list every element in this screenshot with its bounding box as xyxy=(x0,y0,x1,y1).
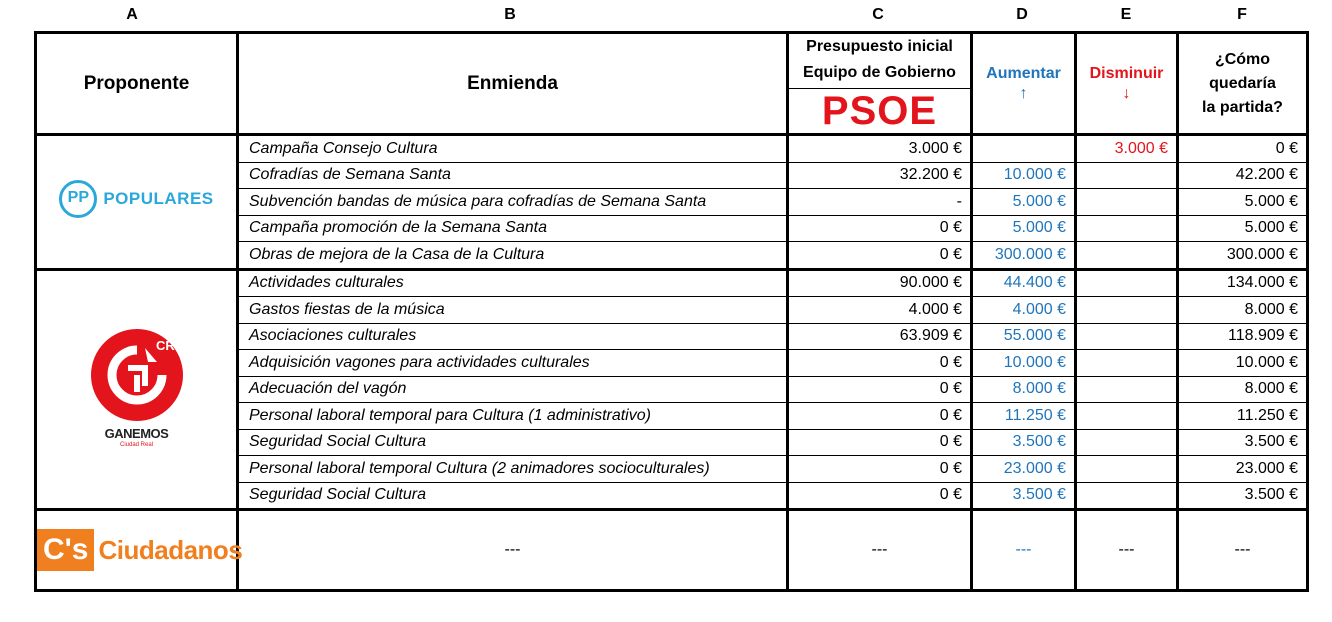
enmienda-cell: Actividades culturales xyxy=(238,269,788,297)
presupuesto-cell: 0 € xyxy=(788,403,972,430)
resultado-cell: 5.000 € xyxy=(1178,189,1308,216)
resultado-cell: 0 € xyxy=(1178,135,1308,163)
pp-name: POPULARES xyxy=(103,189,214,209)
aumentar-cell: 3.500 € xyxy=(972,482,1076,510)
psoe-logo: PSOE xyxy=(789,88,970,133)
ciudadanos-logo xyxy=(36,510,243,591)
disminuir-label: Disminuir xyxy=(1089,64,1164,82)
presupuesto-cell: - xyxy=(788,189,972,216)
resultado-cell: 3.500 € xyxy=(1178,429,1308,456)
presupuesto-cell: 63.909 € xyxy=(788,323,972,350)
disminuir-cell xyxy=(1076,189,1178,216)
header-proponente: Proponente xyxy=(36,33,238,135)
presupuesto-cell: 0 € xyxy=(788,456,972,483)
column-letter-c: C xyxy=(872,6,884,23)
disminuir-cell xyxy=(1076,429,1178,456)
header-enmienda: Enmienda xyxy=(238,33,788,135)
aumentar-cell: 3.500 € xyxy=(972,429,1076,456)
resultado-cell: 10.000 € xyxy=(1178,350,1308,377)
aumentar-label: Aumentar xyxy=(986,64,1061,82)
arrow-up-icon: ↑ xyxy=(1019,84,1028,102)
pp-mark: PP xyxy=(67,189,90,207)
resultado-cell: 42.200 € xyxy=(1178,162,1308,189)
populares-group xyxy=(36,135,1308,270)
aumentar-cell: 8.000 € xyxy=(972,376,1076,403)
aumentar-cell: 5.000 € xyxy=(972,189,1076,216)
disminuir-cell xyxy=(1076,376,1178,403)
presupuesto-cell: 0 € xyxy=(788,376,972,403)
resultado-cell: 118.909 € xyxy=(1178,323,1308,350)
presupuesto-cell: 32.200 € xyxy=(788,162,972,189)
table-row xyxy=(36,135,1308,163)
disminuir-cell xyxy=(1076,215,1178,242)
column-letter-f: F xyxy=(1237,6,1247,23)
header-disminuir xyxy=(1076,33,1178,135)
aumentar-cell xyxy=(972,135,1076,163)
presupuesto-cell: 90.000 € xyxy=(788,269,972,297)
presupuesto-line1: Presupuesto inicial xyxy=(806,38,953,55)
presupuesto-line2: Equipo de Gobierno xyxy=(803,64,956,81)
disminuir-cell xyxy=(1076,403,1178,430)
disminuir-cell xyxy=(1076,297,1178,324)
cs-logo-icon: C's xyxy=(37,529,94,571)
disminuir-cell xyxy=(1076,456,1178,483)
enmienda-cell: Gastos fiestas de la música xyxy=(238,297,788,324)
enmienda-cell: Campaña Consejo Cultura xyxy=(238,135,788,163)
resultado-cell: 8.000 € xyxy=(1178,376,1308,403)
resultado-cell: 5.000 € xyxy=(1178,215,1308,242)
presupuesto-cell: 4.000 € xyxy=(788,297,972,324)
disminuir-cell xyxy=(1076,242,1178,270)
como-line2: quedaría xyxy=(1209,74,1276,92)
pp-logo-icon xyxy=(59,180,97,218)
aumentar-cell: 10.000 € xyxy=(972,162,1076,189)
disminuir-cell xyxy=(1076,269,1178,297)
disminuir-cell xyxy=(1076,162,1178,189)
cs-resultado: --- xyxy=(1178,510,1308,591)
ganemos-sub: Ciudad Real xyxy=(119,441,154,448)
como-line3: la partida? xyxy=(1202,98,1283,116)
presupuesto-cell: 0 € xyxy=(788,429,972,456)
resultado-cell: 11.250 € xyxy=(1178,403,1308,430)
presupuesto-cell: 0 € xyxy=(788,242,972,270)
resultado-cell: 300.000 € xyxy=(1178,242,1308,270)
ganemos-name: GANEMOS xyxy=(104,425,169,441)
enmienda-cell: Personal laboral temporal para Cultura (1 administrativo) xyxy=(238,403,788,430)
cs-name: Ciudadanos xyxy=(98,535,243,565)
cs-aumentar: --- xyxy=(972,510,1076,591)
header-aumentar xyxy=(972,33,1076,135)
como-line1: ¿Cómo xyxy=(1214,50,1271,68)
presupuesto-cell: 0 € xyxy=(788,215,972,242)
disminuir-cell xyxy=(1076,323,1178,350)
enmienda-cell: Cofradías de Semana Santa xyxy=(238,162,788,189)
disminuir-cell xyxy=(1076,482,1178,510)
aumentar-cell: 5.000 € xyxy=(972,215,1076,242)
enmienda-cell: Campaña promoción de la Semana Santa xyxy=(238,215,788,242)
ganemos-mark: CR xyxy=(155,337,175,353)
aumentar-cell: 10.000 € xyxy=(972,350,1076,377)
column-letter-a: A xyxy=(126,6,138,23)
amendments-table xyxy=(34,31,1309,592)
resultado-cell: 134.000 € xyxy=(1178,269,1308,297)
table-row xyxy=(36,269,1308,297)
aumentar-cell: 23.000 € xyxy=(972,456,1076,483)
presupuesto-cell: 0 € xyxy=(788,482,972,510)
ciudadanos-row xyxy=(36,510,1308,591)
disminuir-cell: 3.000 € xyxy=(1076,135,1178,163)
column-letter-b: B xyxy=(504,6,516,23)
aumentar-cell: 11.250 € xyxy=(972,403,1076,430)
enmienda-cell: Seguridad Social Cultura xyxy=(238,429,788,456)
ganemos-logo-icon xyxy=(90,328,184,422)
header-presupuesto xyxy=(788,33,972,135)
header-resultado xyxy=(1178,33,1308,135)
resultado-cell: 3.500 € xyxy=(1178,482,1308,510)
ganemos-logo xyxy=(36,269,238,510)
resultado-cell: 23.000 € xyxy=(1178,456,1308,483)
column-letter-d: D xyxy=(1016,6,1028,23)
presupuesto-cell: 3.000 € xyxy=(788,135,972,163)
column-letters xyxy=(0,0,1332,30)
ganemos-group xyxy=(36,269,1308,510)
arrow-down-icon: ↓ xyxy=(1122,84,1131,102)
enmienda-cell: Obras de mejora de la Casa de la Cultura xyxy=(238,242,788,270)
column-letter-e: E xyxy=(1120,6,1132,23)
aumentar-cell: 300.000 € xyxy=(972,242,1076,270)
aumentar-cell: 55.000 € xyxy=(972,323,1076,350)
resultado-cell: 8.000 € xyxy=(1178,297,1308,324)
aumentar-cell: 44.400 € xyxy=(972,269,1076,297)
header-row xyxy=(36,33,1308,135)
cs-enmienda: --- xyxy=(238,510,788,591)
enmienda-cell: Seguridad Social Cultura xyxy=(238,482,788,510)
presupuesto-cell: 0 € xyxy=(788,350,972,377)
enmienda-cell: Adquisición vagones para actividades culturales xyxy=(238,350,788,377)
enmienda-cell: Asociaciones culturales xyxy=(238,323,788,350)
enmienda-cell: Subvención bandas de música para cofradías de Semana Santa xyxy=(238,189,788,216)
enmienda-cell: Adecuación del vagón xyxy=(238,376,788,403)
disminuir-cell xyxy=(1076,350,1178,377)
cs-presupuesto: --- xyxy=(788,510,972,591)
enmienda-cell: Personal laboral temporal Cultura (2 animadores socioculturales) xyxy=(238,456,788,483)
populares-logo xyxy=(36,135,238,270)
aumentar-cell: 4.000 € xyxy=(972,297,1076,324)
cs-disminuir: --- xyxy=(1076,510,1178,591)
